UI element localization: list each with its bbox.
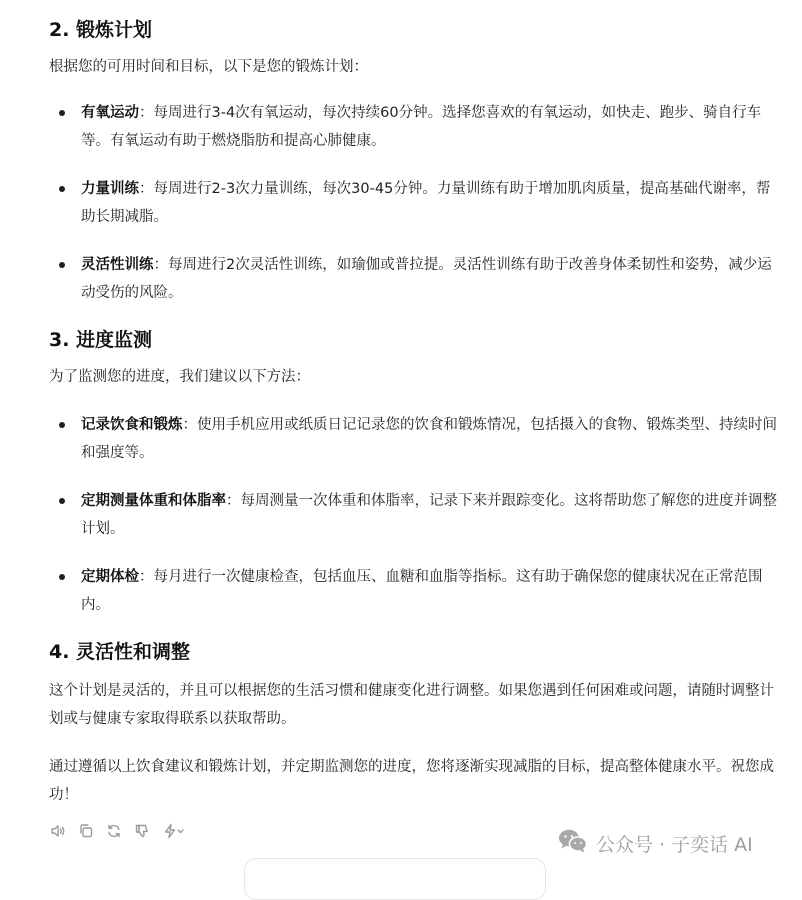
list-item — [49, 175, 781, 231]
share-dropdown-icon[interactable] — [161, 822, 187, 840]
list-item — [49, 563, 781, 619]
section-title-exercise-plan: 2. 锻炼计划 — [49, 19, 153, 41]
paragraph: 这个计划是灵活的，并且可以根据您的生活习惯和健康变化进行调整。如果您遇到任何困难或问题，请随时调整计划或与健康专家取得联系以获取帮助。 — [49, 683, 774, 727]
section-title-flexibility-adjustment: 4. 灵活性和调整 — [49, 641, 191, 663]
section-intro-progress-monitoring: 为了监测您的进度，我们建议以下方法： — [49, 369, 310, 385]
list-item-bold: 记录饮食和锻炼 — [81, 417, 183, 433]
chat-input-box[interactable] — [244, 858, 546, 900]
watermark-text: 公众号 · 子奕话 AI — [596, 834, 753, 856]
watermark — [558, 828, 753, 859]
paragraph: 通过遵循以上饮食建议和锻炼计划，并定期监测您的进度，您将逐渐实现减脂的目标，提高整体健康水平。祝您成功！ — [49, 759, 774, 803]
list-item — [49, 99, 781, 155]
copy-icon[interactable] — [77, 822, 95, 840]
list-item-text: ：每周进行2次灵活性训练，如瑜伽或普拉提。灵活性训练有助于改善身体柔韧性和姿势，减少运动受伤的风险。 — [81, 257, 772, 301]
speaker-icon[interactable] — [49, 822, 67, 840]
list-item-bold: 力量训练 — [81, 181, 139, 197]
list-item — [49, 487, 781, 543]
list-item-text: ：使用手机应用或纸质日记记录您的饮食和锻炼情况，包括摄入的食物、锻炼类型、持续时间和强度等。 — [81, 417, 777, 461]
list-item-text: ：每周进行2-3次力量训练，每次30-45分钟。力量训练有助于增加肌肉质量，提高基础代谢率，帮助长期减脂。 — [81, 181, 771, 225]
regenerate-icon[interactable] — [105, 822, 123, 840]
list-item-bold: 灵活性训练 — [81, 257, 154, 273]
list-item-bold: 定期体检 — [81, 569, 139, 585]
list-item — [49, 411, 781, 467]
list-item-text: ：每周测量一次体重和体脂率，记录下来并跟踪变化。这将帮助您了解您的进度并调整计划。 — [81, 493, 777, 537]
list-item — [49, 251, 781, 307]
progress-monitoring-list — [49, 411, 781, 619]
list-item-text: ：每周进行3-4次有氧运动，每次持续60分钟。选择您喜欢的有氧运动，如快走、跑步、骑自行车等。有氧运动有助于燃烧脂肪和提高心肺健康。 — [81, 105, 762, 149]
list-item-bold: 有氧运动 — [81, 105, 139, 121]
message-content — [49, 12, 781, 809]
thumbs-down-icon[interactable] — [133, 822, 151, 840]
message-actions-toolbar — [49, 822, 187, 840]
section-title-progress-monitoring: 3. 进度监测 — [49, 329, 153, 351]
wechat-icon — [558, 828, 588, 859]
section-intro-exercise-plan: 根据您的可用时间和目标，以下是您的锻炼计划： — [49, 59, 368, 75]
list-item-text: ：每月进行一次健康检查，包括血压、血糖和血脂等指标。这有助于确保您的健康状况在正常范围内。 — [81, 569, 763, 613]
list-item-bold: 定期测量体重和体脂率 — [81, 493, 226, 509]
exercise-plan-list — [49, 99, 781, 307]
